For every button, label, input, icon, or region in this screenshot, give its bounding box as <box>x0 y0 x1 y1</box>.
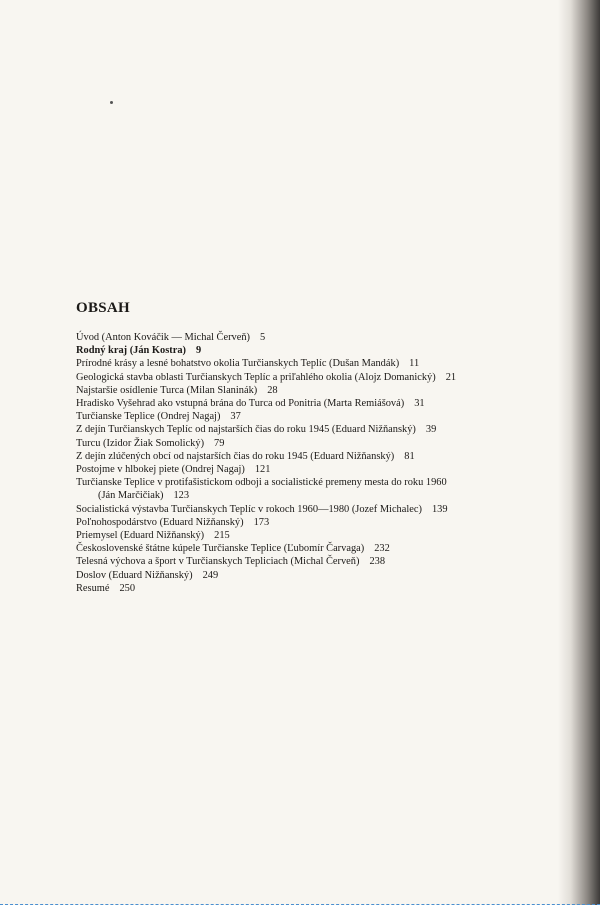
toc-entry-title: Turčianske Teplice v protifašistickom odboji a socialistické premeny mesta do roku 1960 <box>76 477 447 489</box>
toc-entry-page-number: 249 <box>202 569 219 581</box>
toc-entry <box>76 384 576 397</box>
toc-entry-title: Geologická stavba oblasti Turčianskych Teplíc a priľahlého okolia (Alojz Domanický) <box>76 371 436 383</box>
toc-entry <box>76 569 576 582</box>
toc-entry-page-number: 11 <box>409 358 420 370</box>
toc-entry-title: Úvod (Anton Kováčik — Michal Červeň) <box>76 332 251 343</box>
toc-entry-page-number: 37 <box>230 411 241 423</box>
toc-entry <box>76 344 576 357</box>
toc-heading: OBSAH <box>76 300 131 316</box>
toc-entry-title: Rodný kraj (Ján Kostra) <box>76 345 186 357</box>
toc-entry-page-number: 31 <box>414 398 425 410</box>
toc-entry <box>76 397 576 410</box>
toc-entry-page-number: 215 <box>214 530 230 542</box>
table-of-contents <box>76 300 576 595</box>
toc-entry <box>76 331 576 344</box>
toc-entry-page-number: 21 <box>445 371 457 383</box>
toc-entry-title: Turcu (Izidor Žiak Somolický) <box>76 437 205 449</box>
toc-entry-page-number: 121 <box>254 464 271 476</box>
toc-entry <box>76 423 576 436</box>
toc-entry-page-number: 79 <box>214 437 225 449</box>
toc-entry-title: Postojme v hlbokej piete (Ondrej Nagaj) <box>76 464 245 476</box>
toc-entry-page-number: 28 <box>267 384 278 396</box>
toc-entry <box>76 463 576 476</box>
toc-entry-title: Hradisko Vyšehrad ako vstupná brána do Turca od Ponitria (Marta Remiášová) <box>76 398 405 410</box>
toc-entry-title: Poľnohospodárstvo (Eduard Nižňanský) <box>76 516 244 528</box>
toc-entry <box>76 357 576 370</box>
page-binding-shadow <box>558 0 600 905</box>
toc-entry-title: Telesná výchova a šport v Turčianskych Tepliciach (Michal Červeň) <box>76 556 360 568</box>
toc-entry-page-number: 238 <box>369 556 386 568</box>
toc-list <box>76 331 576 595</box>
toc-entry-title: Priemysel (Eduard Nižňanský) <box>76 530 205 542</box>
toc-entry-page-number: 5 <box>260 332 266 343</box>
toc-entry-title: (Ján Marčičiak) <box>98 490 164 502</box>
toc-entry-page-number: 39 <box>425 424 437 436</box>
toc-entry-title: Socialistická výstavba Turčianskych Teplíc v rokoch 1960—1980 (Jozef Michalec) <box>76 503 422 515</box>
toc-entry-title: Resumé <box>76 582 110 594</box>
toc-entry-title: Z dejín Turčianskych Teplíc od najstarších čias do roku 1945 (Eduard Nižňanský) <box>76 424 416 436</box>
toc-entry-page-number: 173 <box>253 516 270 528</box>
toc-entry <box>76 476 576 489</box>
toc-entry <box>76 450 576 463</box>
toc-entry <box>76 437 576 450</box>
toc-entry-title: Turčianske Teplice (Ondrej Nagaj) <box>76 411 221 423</box>
toc-entry-title: Doslov (Eduard Nižňanský) <box>76 569 193 581</box>
toc-entry <box>76 542 576 555</box>
toc-entry-title: Československé štátne kúpele Turčianske Teplice (Ľubomír Čarvaga) <box>76 543 365 555</box>
toc-entry-page-number: 250 <box>119 582 136 594</box>
ink-speck <box>110 101 113 104</box>
toc-entry-title: Z dejín zlúčených obcí od najstarších čias do roku 1945 (Eduard Nižňanský) <box>76 450 395 462</box>
toc-entry <box>76 410 576 423</box>
toc-entry <box>76 582 576 595</box>
toc-entry-page-number: 9 <box>195 345 202 357</box>
toc-entry <box>76 529 576 542</box>
toc-entry <box>76 489 576 502</box>
toc-entry-title: Najstaršie osídlenie Turca (Milan Slaninák) <box>76 384 258 396</box>
toc-entry-title: Prírodné krásy a lesné bohatstvo okolia Turčianskych Teplíc (Dušan Mandák) <box>76 358 400 370</box>
toc-entry <box>76 371 576 384</box>
toc-entry <box>76 555 576 568</box>
toc-entry <box>76 503 576 516</box>
toc-entry-page-number: 123 <box>173 490 190 502</box>
toc-entry-page-number: 139 <box>431 503 448 515</box>
toc-entry-page-number: 232 <box>374 543 390 555</box>
toc-entry <box>76 516 576 529</box>
toc-entry-page-number: 81 <box>404 450 415 462</box>
